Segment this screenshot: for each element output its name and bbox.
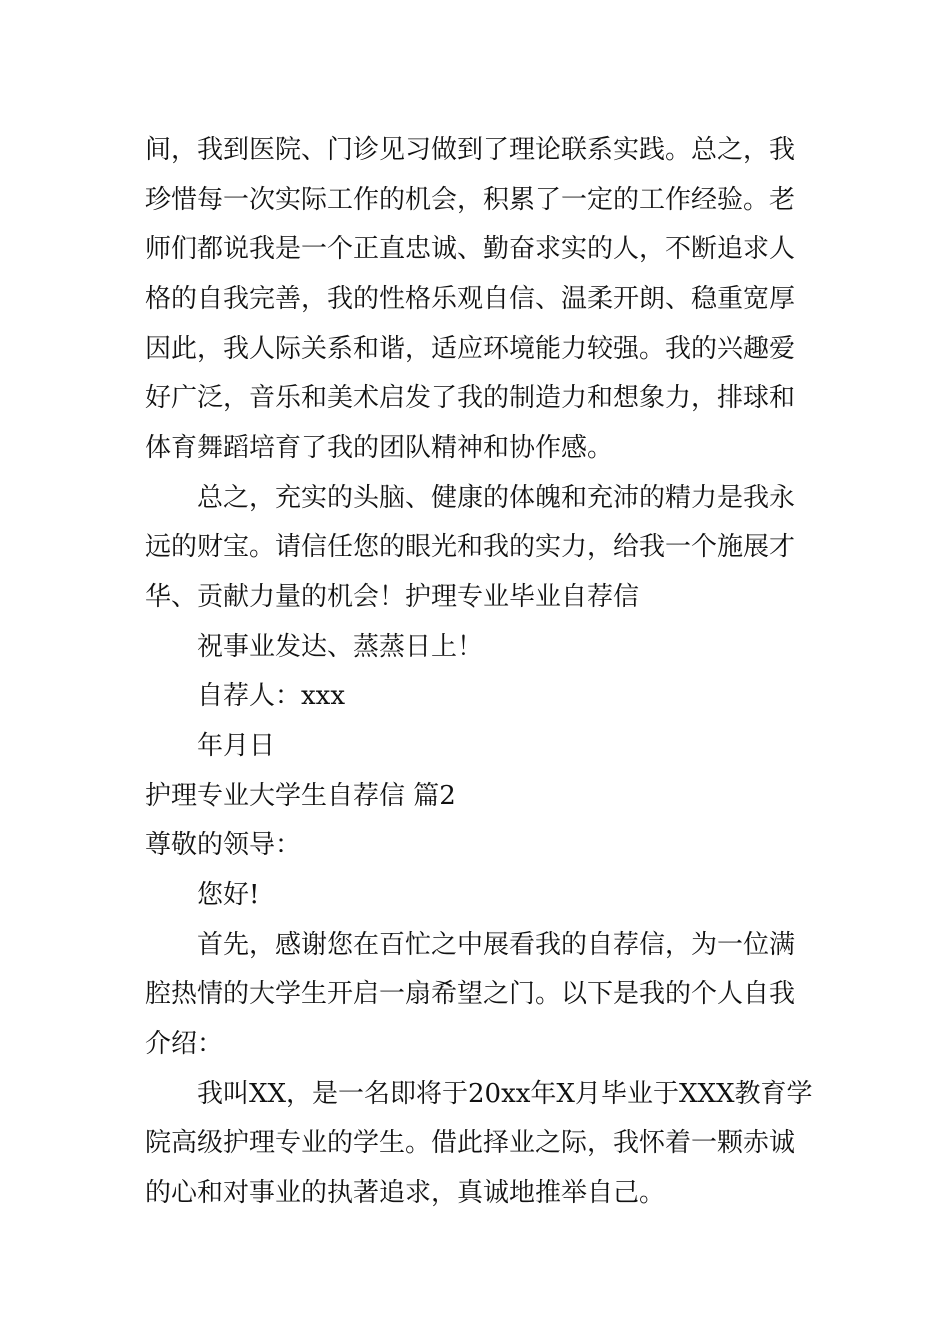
body-line: 珍惜每一次实际工作的机会，积累了一定的工作经验。老 <box>145 185 796 215</box>
body-line: 间，我到医院、门诊见习做到了理论联系实践。总之，我 <box>145 135 796 165</box>
body-line: 院高级护理专业的学生。借此择业之际，我怀着一颗赤诚 <box>145 1128 796 1158</box>
date-line: 年月日 <box>197 731 276 761</box>
signature-line: 自荐人：xxx <box>197 681 345 711</box>
body-line: 因此，我人际关系和谐，适应环境能力较强。我的兴趣爱 <box>145 334 796 364</box>
body-line: 远的财宝。请信任您的眼光和我的实力，给我一个施展才 <box>145 532 796 562</box>
body-line: 的心和对事业的执著追求，真诚地推举自己。 <box>145 1178 666 1208</box>
body-line: 好广泛，音乐和美术启发了我的制造力和想象力，排球和 <box>145 383 796 413</box>
body-line: 师们都说我是一个正直忠诚、勤奋求实的人，不断追求人 <box>145 234 796 264</box>
body-line: 体育舞蹈培育了我的团队精神和协作感。 <box>145 433 614 463</box>
greeting: 您好! <box>197 880 260 910</box>
salutation: 尊敬的领导： <box>145 830 302 860</box>
paragraph-start-line: 首先，感谢您在百忙之中展看我的自荐信，为一位满 <box>197 930 796 960</box>
body-line: 格的自我完善，我的性格乐观自信、温柔开朗、稳重宽厚 <box>145 284 796 314</box>
closing-wish: 祝事业发达、蒸蒸日上！ <box>197 632 484 662</box>
body-line: 腔热情的大学生开启一扇希望之门。以下是我的个人自我 <box>145 979 796 1009</box>
paragraph-start-line: 我叫XX，是一名即将于20xx年X月毕业于XXX教育学 <box>197 1079 813 1109</box>
section-heading: 护理专业大学生自荐信 篇2 <box>145 781 456 811</box>
body-line: 介绍： <box>145 1029 224 1059</box>
paragraph-start-line: 总之，充实的头脑、健康的体魄和充沛的精力是我永 <box>197 483 796 513</box>
body-line: 华、贡献力量的机会！护理专业毕业自荐信 <box>145 582 640 612</box>
